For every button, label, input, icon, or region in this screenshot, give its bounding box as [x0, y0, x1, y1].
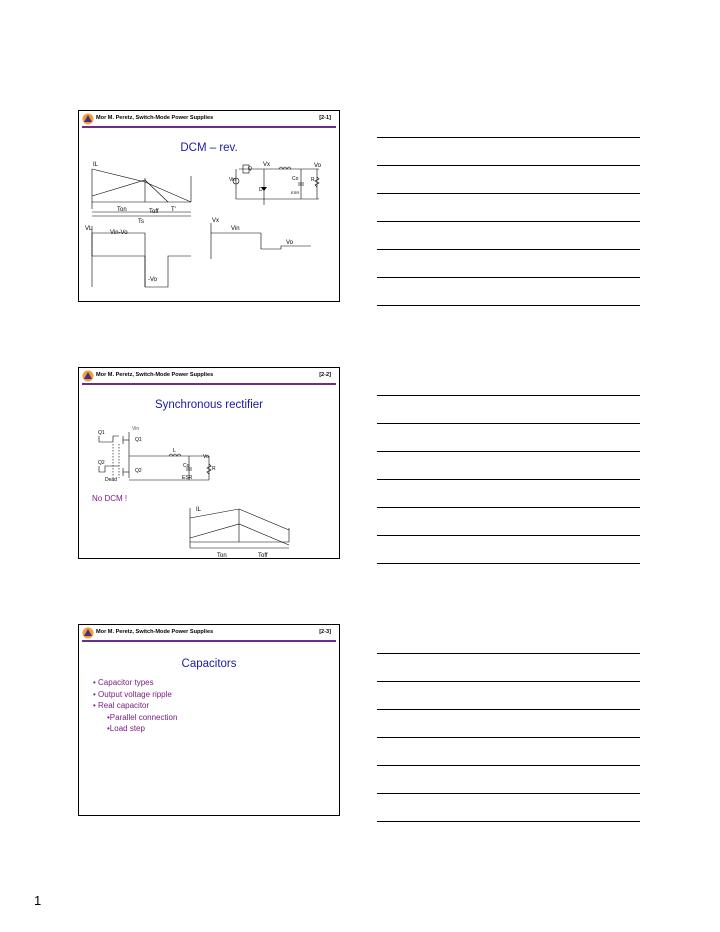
label-il: IL	[196, 507, 202, 513]
label-q1-switch: Q1	[135, 437, 142, 443]
bullet-item: • Real capacitor	[93, 701, 150, 710]
label-q: Q	[248, 166, 252, 172]
bullet-item: • Output voltage ripple	[93, 689, 172, 699]
il-waveform-inner	[92, 180, 168, 202]
slide-1	[78, 110, 340, 302]
label-toff: Toff	[149, 209, 159, 215]
label-d: D	[259, 187, 263, 193]
label-vx-wave: Vx	[212, 218, 220, 224]
label-vin: Vin	[231, 226, 240, 232]
no-dcm-note: No DCM !	[92, 494, 128, 503]
sub-bullet-item: •Parallel connection	[107, 712, 178, 722]
note-line	[377, 305, 640, 306]
vx-waveform	[211, 233, 311, 249]
slide-title: Capacitors	[181, 658, 237, 670]
label-q2-switch: Q2	[135, 468, 142, 474]
note-line	[377, 277, 640, 278]
header-title: Mor M. Peretz, Switch-Mode Power Supplies	[96, 115, 214, 121]
note-line	[377, 137, 640, 138]
label-vx: Vx	[263, 162, 271, 168]
label-vo-wave: Vo	[286, 240, 294, 246]
note-line	[377, 821, 640, 822]
il-waveform-outer	[92, 169, 191, 202]
header-title: Mor M. Peretz, Switch-Mode Power Supplies	[96, 629, 214, 635]
label-vin: Vin	[132, 426, 140, 432]
note-line	[377, 681, 640, 682]
label-il: IL	[93, 162, 99, 168]
note-line	[377, 709, 640, 710]
label-vo-top: Vo	[314, 163, 322, 169]
label-co: Co	[292, 176, 299, 182]
label-vl: VL	[85, 226, 93, 232]
inductor	[279, 167, 291, 169]
label-esr: ESR	[291, 190, 300, 195]
slide-3	[78, 624, 340, 816]
slide-title: DCM – rev.	[180, 142, 238, 154]
gate-q1	[99, 436, 119, 442]
il-waveform-outer	[190, 509, 289, 530]
university-logo-icon	[82, 627, 94, 639]
label-esr: ESR	[182, 475, 193, 481]
note-line	[377, 395, 640, 396]
label-vin-src: Vin	[229, 177, 237, 183]
label-ts: Ts	[138, 219, 144, 225]
sub-bullet-item: •Load step	[107, 724, 145, 733]
note-line	[377, 165, 640, 166]
note-line	[377, 423, 640, 424]
label-co: Co	[183, 463, 190, 469]
label-toff: Toff	[258, 553, 268, 559]
label-minus-vo: -Vo	[148, 277, 158, 283]
slide-2	[78, 367, 340, 559]
slide-number: [2-3]	[319, 629, 331, 635]
note-line	[377, 793, 640, 794]
note-line	[377, 507, 640, 508]
bullet-list	[93, 677, 177, 735]
header-divider	[82, 640, 336, 642]
label-vin-vo: Vin-Vo	[110, 230, 128, 236]
note-line	[377, 653, 640, 654]
slide-number: [2-2]	[319, 372, 331, 378]
label-q1: Q1	[98, 430, 105, 436]
label-vo: Vo	[203, 454, 209, 460]
label-dead: Dead	[105, 477, 117, 483]
note-line	[377, 221, 640, 222]
slide-header	[79, 625, 339, 641]
page-number: 1	[34, 893, 42, 908]
label-t: T'	[171, 207, 176, 213]
slide-number: [2-1]	[319, 115, 331, 121]
slide-title: Synchronous rectifier	[154, 399, 264, 411]
vl-waveform	[92, 233, 191, 287]
note-line	[377, 535, 640, 536]
dcm-diagram	[79, 111, 341, 303]
note-line	[377, 249, 640, 250]
label-r: R	[212, 466, 216, 472]
note-line	[377, 451, 640, 452]
label-ton: Ton	[117, 207, 127, 213]
label-r: R	[311, 177, 315, 183]
note-line	[377, 563, 640, 564]
note-line	[377, 765, 640, 766]
label-q2: Q2	[98, 460, 105, 466]
gate-q2	[99, 466, 119, 472]
label-l: L	[173, 448, 176, 454]
note-line	[377, 737, 640, 738]
label-ton: Ton	[217, 553, 227, 559]
header-title: Mor M. Peretz, Switch-Mode Power Supplies	[96, 372, 214, 378]
note-line	[377, 479, 640, 480]
note-line	[377, 193, 640, 194]
sync-rectifier-diagram	[79, 368, 341, 560]
bullet-item: • Capacitor types	[93, 678, 154, 687]
